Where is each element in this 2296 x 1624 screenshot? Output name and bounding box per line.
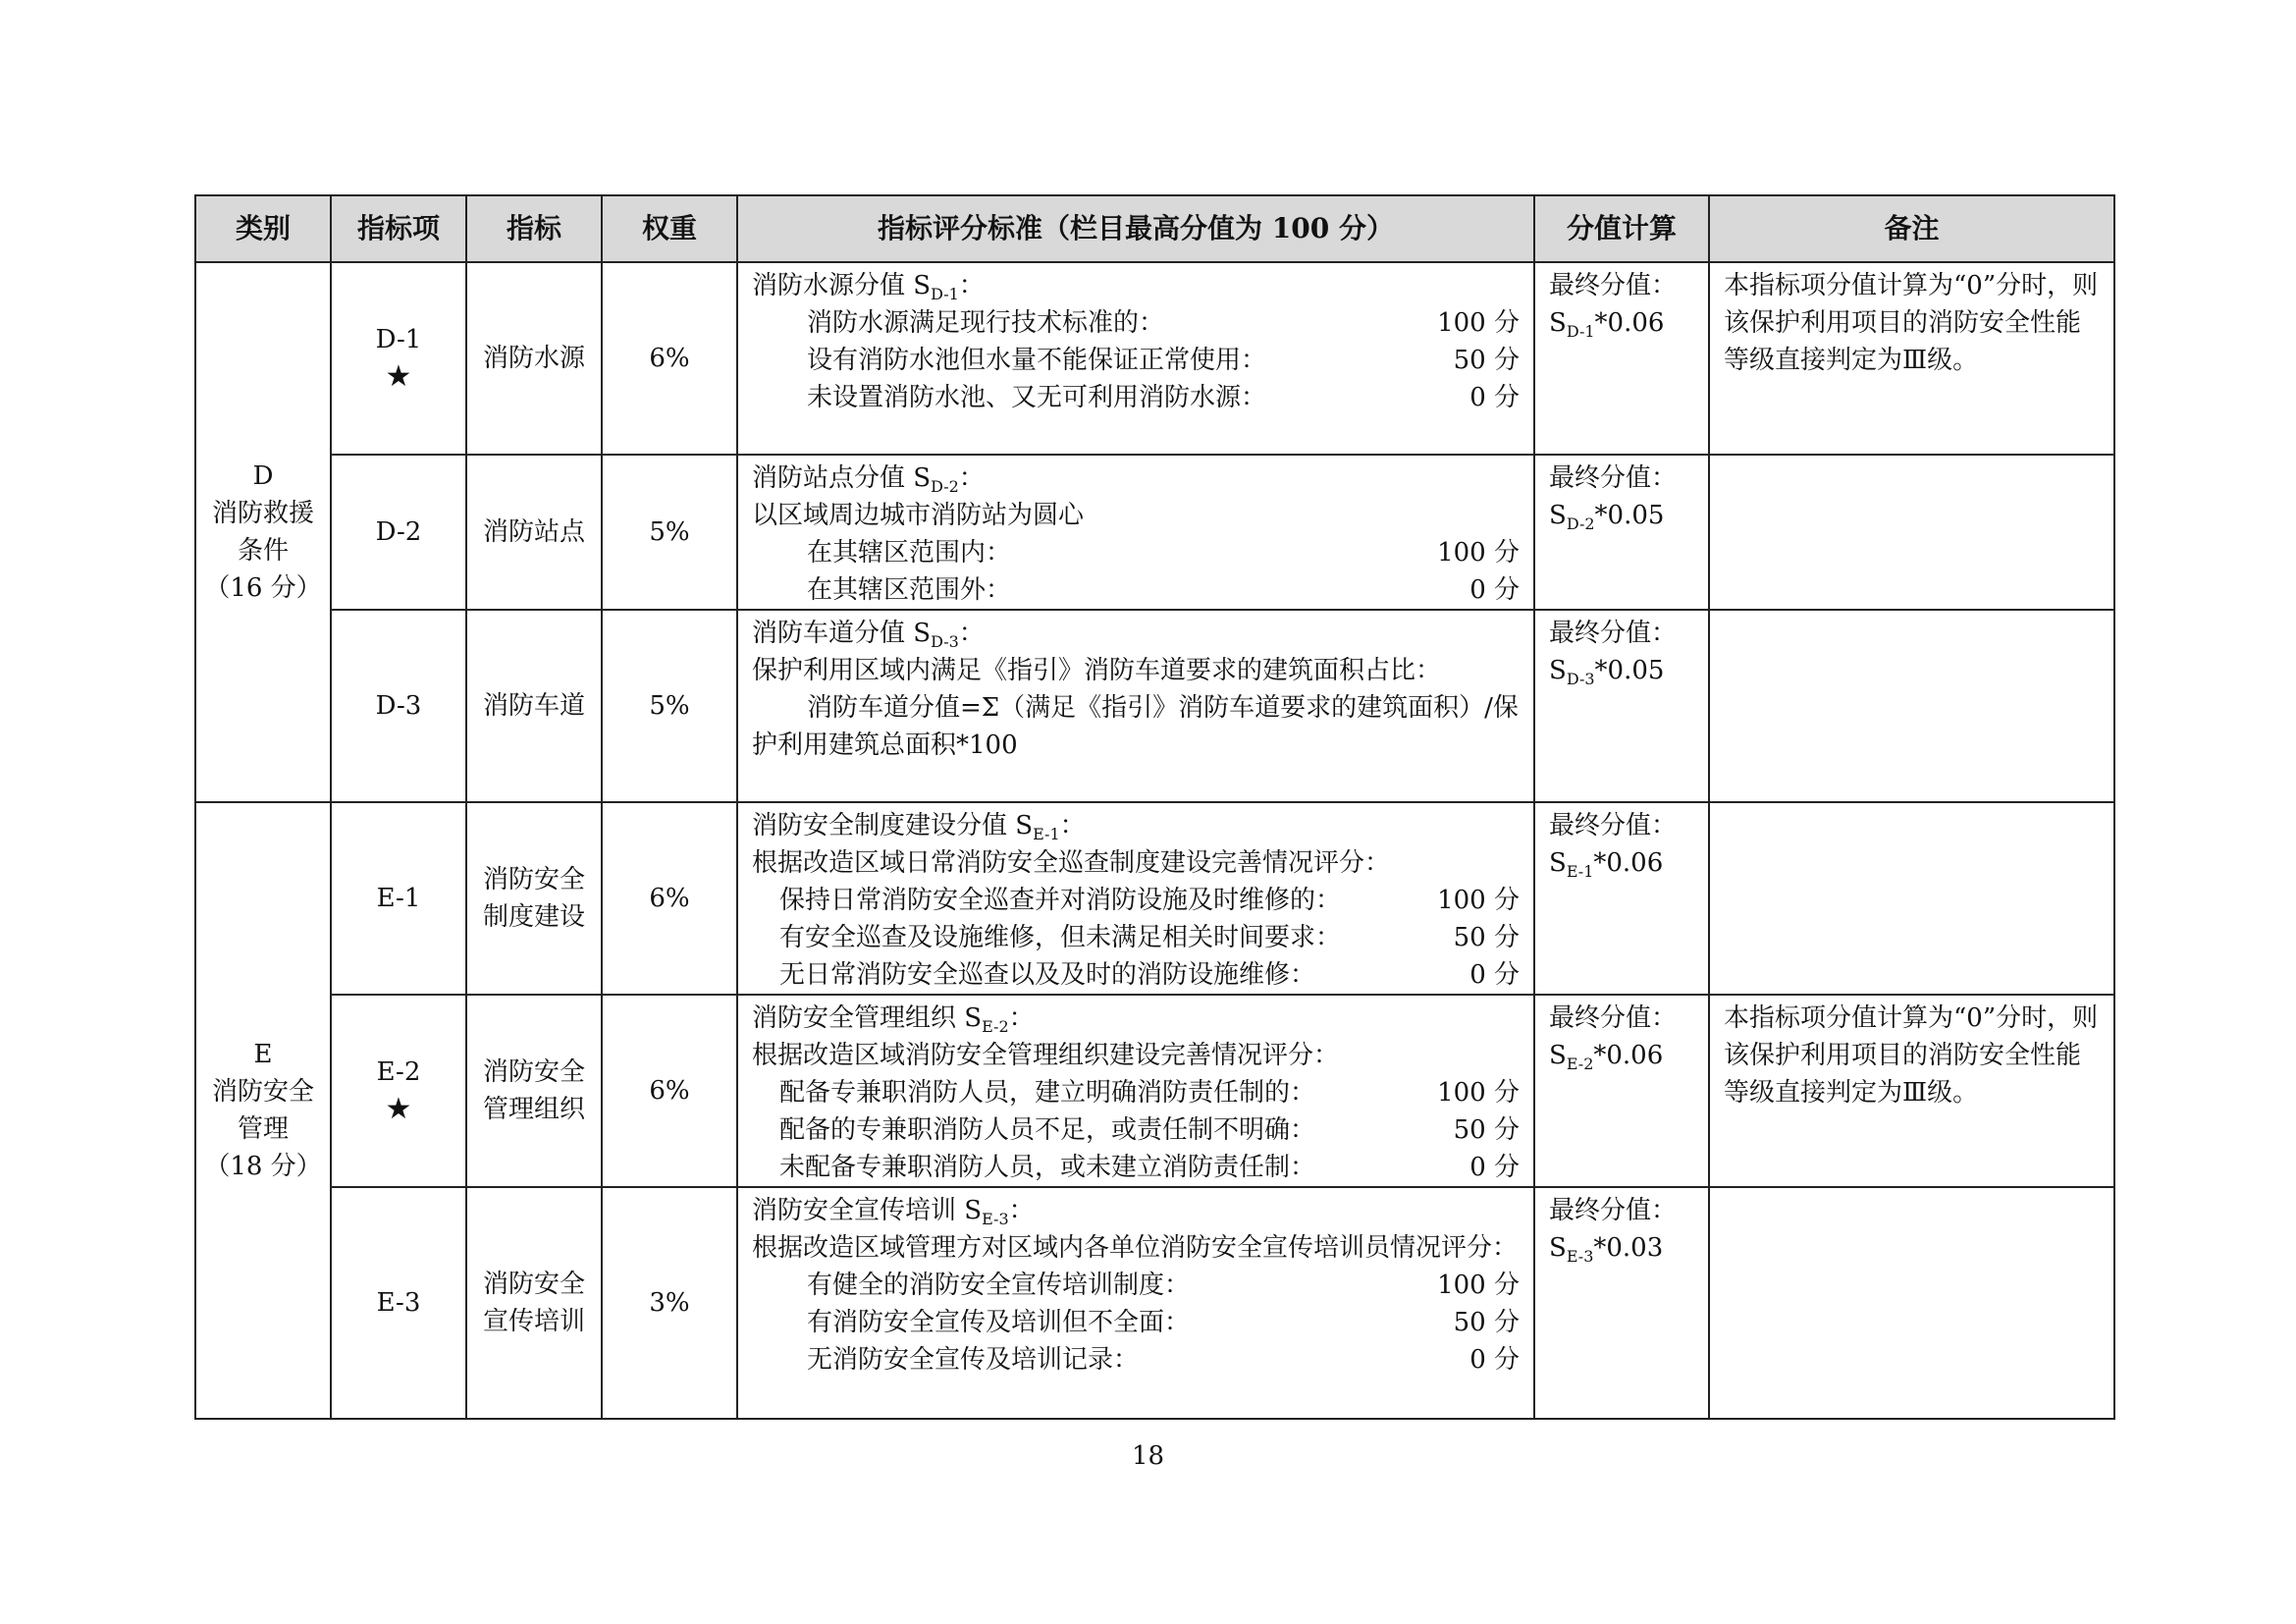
item-text: 未配备专兼职消防人员，或未建立消防责任制：	[779, 1153, 1316, 1182]
header-note: 备注	[1709, 195, 2114, 262]
item-score: 0 分	[1469, 1345, 1520, 1375]
indicator	[466, 1187, 602, 1419]
header-category: 类别	[195, 195, 331, 262]
subscript: E-3	[982, 1210, 1009, 1228]
item-text: 消防水源满足现行技术标准的：	[807, 308, 1165, 338]
weight: 6%	[602, 995, 737, 1187]
item-score: 0 分	[1469, 1153, 1520, 1182]
table-row	[195, 995, 2114, 1187]
category-d	[195, 262, 331, 802]
weight: 6%	[602, 262, 737, 455]
final-label: 最终分值：	[1549, 1196, 1678, 1225]
criteria-item	[752, 956, 1520, 994]
item-code: D-2	[331, 455, 466, 610]
title-text: 消防水源分值 S	[752, 271, 932, 300]
category-name: 消防安全	[211, 1077, 314, 1107]
page-number: 18	[1131, 1441, 1165, 1471]
calc-mult: *0.05	[1594, 656, 1665, 685]
criteria	[737, 995, 1534, 1187]
calc-s: S	[1549, 1233, 1567, 1263]
score-calc	[1534, 610, 1709, 802]
item-score: 0 分	[1469, 383, 1520, 412]
calc-mult: *0.03	[1593, 1233, 1664, 1263]
note-text: 本指标项分值计算为“0”分时，则该保护利用项目的消防安全性能等级直接判定为Ⅲ级。	[1724, 271, 2099, 375]
final-label: 最终分值：	[1549, 271, 1678, 300]
criteria-intro: 以区域周边城市消防站为圆心	[752, 501, 1085, 530]
header-criteria: 指标评分标准（栏目最高分值为 100 分）	[737, 195, 1534, 262]
indicator: 消防水源	[466, 262, 602, 455]
indicator-line: 消防安全	[482, 1270, 585, 1299]
criteria-intro: 根据改造区域消防安全管理组织建设完善情况评分：	[752, 1041, 1340, 1070]
criteria-formula: 消防车道分值=Σ（满足《指引》消防车道要求的建筑面积）/保护利用建筑总面积*100	[752, 693, 1519, 760]
calc-formula	[1549, 1229, 1694, 1267]
subscript: D-1	[1566, 322, 1595, 341]
criteria-title	[752, 1000, 1520, 1037]
table-row	[195, 1187, 2114, 1419]
calc-s: S	[1549, 848, 1567, 878]
score-calc	[1534, 802, 1709, 995]
item-text: 设有消防水池但水量不能保证正常使用：	[807, 346, 1267, 375]
category-code: D	[252, 461, 274, 491]
item-score: 100 分	[1437, 1078, 1520, 1108]
subscript: E-3	[1566, 1247, 1594, 1266]
item-score: 50 分	[1453, 346, 1520, 375]
calc-mult: *0.06	[1593, 848, 1664, 878]
weight: 5%	[602, 455, 737, 610]
criteria-item	[752, 1074, 1520, 1111]
criteria-intro: 根据改造区域管理方对区域内各单位消防安全宣传培训员情况评分：	[752, 1233, 1519, 1263]
note-text: 本指标项分值计算为“0”分时，则该保护利用项目的消防安全性能等级直接判定为Ⅲ级。	[1724, 1003, 2099, 1108]
criteria	[737, 262, 1534, 455]
calc-mult: *0.05	[1594, 501, 1665, 530]
title-end: ：	[1008, 1003, 1035, 1033]
item-text: 保持日常消防安全巡查并对消防设施及时维修的：	[779, 886, 1342, 915]
criteria	[737, 1187, 1534, 1419]
calc-formula	[1549, 844, 1694, 882]
final-label: 最终分值：	[1549, 619, 1678, 648]
item-text: 未设置消防水池、又无可利用消防水源：	[807, 383, 1267, 412]
criteria	[737, 455, 1534, 610]
indicator: 消防车道	[466, 610, 602, 802]
title-end: ：	[958, 619, 985, 648]
code-text: E-2	[376, 1057, 421, 1087]
criteria-intro: 根据改造区域日常消防安全巡查制度建设完善情况评分：	[752, 848, 1391, 878]
header-weight: 权重	[602, 195, 737, 262]
item-text: 有消防安全宣传及培训但不全面：	[807, 1308, 1191, 1337]
score-calc	[1534, 262, 1709, 455]
criteria	[737, 610, 1534, 802]
item-text: 在其辖区范围内：	[807, 538, 1012, 568]
category-score: （18 分）	[204, 1152, 322, 1181]
star-icon: ★	[385, 1092, 412, 1126]
header-row	[195, 195, 2114, 262]
final-label: 最终分值：	[1549, 463, 1678, 493]
subscript: D-2	[931, 477, 959, 496]
subscript: E-2	[1566, 1055, 1594, 1073]
indicator-line: 消防安全	[482, 865, 585, 894]
criteria-item	[752, 342, 1520, 379]
item-text: 配备的专兼职消防人员不足，或责任制不明确：	[779, 1115, 1316, 1145]
subscript: E-1	[1033, 825, 1060, 843]
item-code	[331, 995, 466, 1187]
indicator	[466, 802, 602, 995]
criteria-intro: 保护利用区域内满足《指引》消防车道要求的建筑面积占比：	[752, 656, 1442, 685]
criteria-title	[752, 615, 1520, 652]
criteria-title	[752, 1192, 1520, 1229]
table-row	[195, 610, 2114, 802]
item-code: E-1	[331, 802, 466, 995]
item-score: 50 分	[1453, 1308, 1520, 1337]
item-score: 100 分	[1437, 886, 1520, 915]
calc-s: S	[1549, 501, 1567, 530]
star-icon: ★	[385, 359, 412, 394]
criteria-item	[752, 1341, 1520, 1379]
criteria-item	[752, 1304, 1520, 1341]
title-end: ：	[958, 463, 985, 493]
criteria-item	[752, 882, 1520, 919]
category-e	[195, 802, 331, 1419]
criteria	[737, 802, 1534, 995]
title-text: 消防车道分值 S	[752, 619, 932, 648]
criteria-item	[752, 1111, 1520, 1149]
header-calc: 分值计算	[1534, 195, 1709, 262]
subscript: D-3	[1566, 670, 1595, 688]
criteria-item	[752, 1267, 1520, 1304]
title-text: 消防安全管理组织 S	[752, 1003, 983, 1033]
final-label: 最终分值：	[1549, 1003, 1678, 1033]
item-score: 50 分	[1453, 1115, 1520, 1145]
item-code	[331, 262, 466, 455]
table-row	[195, 262, 2114, 455]
weight: 3%	[602, 1187, 737, 1419]
item-text: 无日常消防安全巡查以及及时的消防设施维修：	[779, 960, 1316, 990]
criteria-item	[752, 304, 1520, 342]
note	[1709, 262, 2114, 455]
item-code: D-3	[331, 610, 466, 802]
item-score: 0 分	[1469, 960, 1520, 990]
item-text: 在其辖区范围外：	[807, 575, 1012, 605]
final-label: 最终分值：	[1549, 811, 1678, 840]
calc-s: S	[1549, 656, 1567, 685]
indicator: 消防站点	[466, 455, 602, 610]
calc-formula	[1549, 1037, 1694, 1074]
score-calc	[1534, 1187, 1709, 1419]
criteria-item	[752, 379, 1520, 416]
item-score: 100 分	[1437, 1271, 1520, 1300]
category-name: 条件	[237, 536, 289, 566]
subscript: E-1	[1566, 862, 1594, 881]
note	[1709, 455, 2114, 610]
weight: 6%	[602, 802, 737, 995]
subscript: D-3	[931, 632, 959, 651]
item-code: E-3	[331, 1187, 466, 1419]
calc-s: S	[1549, 1041, 1567, 1070]
title-end: ：	[1008, 1196, 1035, 1225]
header-indicator: 指标	[466, 195, 602, 262]
calc-formula	[1549, 304, 1694, 342]
title-end: ：	[1059, 811, 1086, 840]
note	[1709, 995, 2114, 1187]
table-row	[195, 802, 2114, 995]
category-code: E	[253, 1040, 273, 1069]
indicator-line: 宣传培训	[482, 1307, 585, 1336]
title-text: 消防安全宣传培训 S	[752, 1196, 983, 1225]
title-text: 消防安全制度建设分值 S	[752, 811, 1034, 840]
indicator-line: 管理组织	[482, 1095, 585, 1124]
weight: 5%	[602, 610, 737, 802]
criteria-title	[752, 807, 1520, 844]
criteria-item	[752, 571, 1520, 609]
item-score: 50 分	[1453, 923, 1520, 952]
scoring-table	[194, 194, 2115, 1420]
subscript: D-2	[1566, 514, 1595, 533]
calc-formula	[1549, 497, 1694, 534]
category-score: （16 分）	[204, 573, 322, 603]
table-row	[195, 455, 2114, 610]
indicator	[466, 995, 602, 1187]
score-calc	[1534, 995, 1709, 1187]
calc-s: S	[1549, 308, 1567, 338]
note	[1709, 1187, 2114, 1419]
criteria-item	[752, 919, 1520, 956]
category-name: 消防救援	[211, 499, 314, 528]
criteria-item	[752, 534, 1520, 571]
note	[1709, 610, 2114, 802]
subscript: E-2	[982, 1017, 1009, 1036]
item-score: 100 分	[1437, 308, 1520, 338]
code-text: D-1	[375, 325, 422, 354]
title-end: ：	[958, 271, 985, 300]
calc-formula	[1549, 652, 1694, 689]
item-text: 配备专兼职消防人员，建立明确消防责任制的：	[779, 1078, 1316, 1108]
criteria-title	[752, 460, 1520, 497]
indicator-line: 制度建设	[482, 902, 585, 932]
criteria-title	[752, 267, 1520, 304]
item-text: 无消防安全宣传及培训记录：	[807, 1345, 1140, 1375]
item-score: 100 分	[1437, 538, 1520, 568]
score-calc	[1534, 455, 1709, 610]
criteria-item	[752, 1149, 1520, 1186]
title-text: 消防站点分值 S	[752, 463, 932, 493]
item-text: 有健全的消防安全宣传培训制度：	[807, 1271, 1191, 1300]
indicator-line: 消防安全	[482, 1057, 585, 1087]
header-item: 指标项	[331, 195, 466, 262]
subscript: D-1	[931, 285, 959, 303]
item-score: 0 分	[1469, 575, 1520, 605]
item-text: 有安全巡查及设施维修，但未满足相关时间要求：	[779, 923, 1342, 952]
calc-mult: *0.06	[1594, 308, 1665, 338]
note	[1709, 802, 2114, 995]
category-name: 管理	[237, 1114, 289, 1144]
calc-mult: *0.06	[1593, 1041, 1664, 1070]
